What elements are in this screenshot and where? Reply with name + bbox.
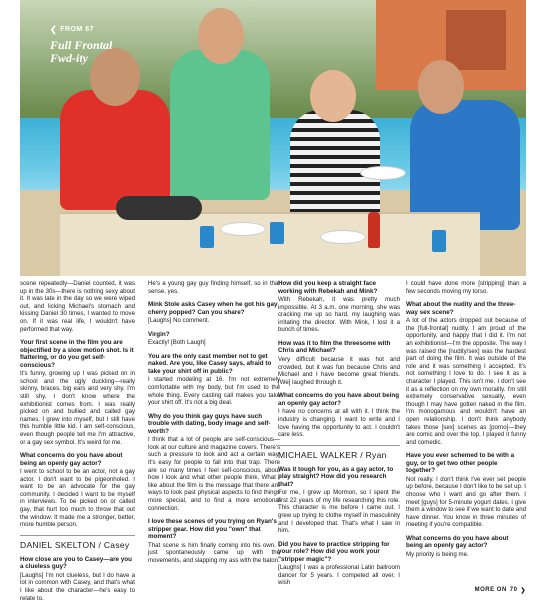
cup — [270, 222, 284, 244]
question: Why do you think gay guys have such trouble with dating, body image and self-worth? — [148, 412, 271, 435]
text-column-2 — [148, 280, 280, 570]
article-title — [50, 39, 112, 65]
man-green-shirt — [170, 50, 270, 200]
question: Was it tough for you, as a gay actor, to play straight? How did you research that? — [278, 465, 394, 488]
feature-photo — [20, 0, 526, 276]
more-on-page: 70 — [509, 587, 518, 593]
paragraph: He's a young gay guy finding himself, so in that sense, yes. — [148, 280, 280, 295]
answer: A lot of the actors dropped out because of the [full-frontal] nudity. I am proud of the opportunity, and happy that I did it. I'm not an exhibitionist—I'm the opposite. The way I was raised the [nudity/sex] was the hardest part of doing the film. It was outside of the role and it was something I accepted. It's not something I love to do. I see it as a character I played. This isn't me. I don't see it as a reflection on my own morality. I'm still extremely conservative sexually, even though I may have gotten naked in the film. I'm monogamous and wouldn't have an open relationship. I don't think anybody takes those [sex] scenes as [porno]—they are comic and over the top. I played it funny and comedic. — [406, 317, 526, 446]
question: What concerns do you have about being an openly gay actor? — [406, 534, 509, 550]
question: Have you ever schemed to be with a guy, or to get two other people together? — [406, 452, 515, 475]
answer: [Laughs] I'm not clueless, but I do have a lot in common with Casey, and that's what I like about the character—he's easy to relate to. — [20, 571, 135, 602]
question: What about the nudity and the three-way sex scene? — [406, 301, 516, 316]
answer: With Rebekah, it was pretty much impossible. At 3 a.m. one morning, she was cracking me up so hard, my laughing was irritating the director. With Mink, I lost it a bunch of times. — [278, 296, 400, 334]
answer: That scene is him finally coming into his own. I just spontaneously came up with the movements, and slapping my ass with the baton. — [148, 541, 280, 564]
answer: [Laughs] No comment. — [148, 317, 210, 325]
text-column-3 — [278, 280, 400, 593]
question: Your first scene in the film you are objectified by a slow motion shot. Is it flattering, or do you get self-conscious? — [20, 339, 134, 369]
paragraph: scene repeatedly—Daniel counted, it was up in the 30s—there is nothing sexy about it. It was late in the day so we were wiped out, and licking Michael's stomach and kissing Daniel 30 times, I wanted to move on. If it was real life, I wouldn't have performed that way. — [20, 280, 135, 333]
text-column-4 — [406, 280, 526, 565]
section-role: / Ryan — [360, 449, 387, 460]
answer: I started modeling at 16. I'm not extremely comfortable with my body, but I'm used to the whole thing. Every casting call makes you take your shirt off. It's not a big deal. — [148, 376, 280, 407]
question: What concerns do you have about being an openly gay actor? — [278, 392, 400, 407]
article-title-line1: Full Frontal — [50, 38, 113, 52]
more-on-text: MORE ON — [474, 587, 507, 593]
answer: I have no concerns at all with it. I think the industry is changing. I want to write and I love having the opportunity to act. I couldn't care less. — [278, 408, 400, 439]
question: You are the only cast member not to get naked. Are you, like Casey says, afraid to take your shirt off in public? — [148, 352, 272, 375]
answer: I went to school to be an actor, not a gay actor. I don't want to be pigeonholed. I want to be an advocate for the gay community. I decided I want to be myself in interviews. To be picked on or called gay, that hurt too much to throw that out the window. It made me a stronger, better, more humble person. — [20, 468, 135, 529]
question: How did you keep a straight face working with Rebekah and Mink? — [278, 280, 378, 295]
answer: For me, I grew up Mormon, so I spent the first 22 years of my life researching this role. This character is me before I came out. I grew up trying to clothe myself in masculinity and I developed that. That's what I saw in him. — [278, 489, 400, 535]
answer: It's funny, growing up I was picked on in school and the ugly duckling—really skinny, braces, big ears and very shy. I'm still shy. I don't know where the exhibitionist comes from. I was really picked on and bullied and called gay names. I grew into myself, but I still have this humble little kid. I am self-conscious, even though people tell me I'm attractive, or a gay sex symbol. It's weird for me. — [20, 370, 135, 446]
man-striped-shirt-head — [310, 70, 356, 122]
article-badge — [50, 25, 112, 65]
window — [446, 10, 506, 70]
answer: Not really. I don't think I've ever set people up before, because I don't like to be set up. I choose who I want and go after them. I meet [guys] for 5-minute yogurt dates. I give them a window to see if we want to date and have dinner. You know in three minutes of meeting if you're compatible. — [406, 475, 526, 529]
man-green-shirt-head — [198, 8, 244, 64]
section-heading — [278, 445, 400, 461]
cup — [432, 230, 446, 252]
section-name: MICHAEL WALKER — [278, 449, 358, 460]
grill — [116, 196, 202, 220]
man-blue-shirt-head — [418, 60, 464, 114]
plate — [360, 166, 406, 180]
question: What concerns do you have about being an openly gay actor? — [20, 452, 123, 467]
chevron-right-icon: ❯ — [520, 588, 526, 594]
man-striped-shirt — [290, 110, 380, 220]
from-page-label — [50, 25, 112, 34]
section-heading — [20, 535, 135, 551]
section-name: DANIEL SKELTON — [20, 539, 96, 550]
plate — [320, 230, 366, 244]
question: I love these scenes of you trying on Ryan's stripper gear. How did you "own" that moment? — [148, 518, 277, 541]
question: Did you have to practice stripping for your role? How did you work your "stripper magic"? — [278, 540, 390, 563]
article-title-line2: Fwd-ity — [50, 51, 88, 65]
man-red-shirt — [60, 90, 170, 210]
continued-on-label — [475, 587, 526, 594]
plate — [220, 222, 266, 236]
question: Virgin? — [148, 330, 170, 338]
question: How was it to film the threesome with Chris and Michael? — [278, 339, 391, 355]
section-role: / Casey — [98, 539, 130, 550]
text-column-1 — [20, 280, 135, 604]
answer: Very difficult because it was hot and crowded, but it was fun because Chris and Michael and I have become great friends. [We] laughed through it. — [278, 355, 400, 386]
man-blue-shirt — [410, 100, 520, 230]
cup — [200, 226, 214, 248]
paragraph: I could have done more [stripping] than a few seconds moving my torso. — [406, 280, 526, 295]
ketchup-bottle — [368, 212, 380, 248]
question: How close are you to Casey—are you a clueless guy? — [20, 555, 132, 571]
answer: I think that a lot of people are self-conscious—look at our culture and magazine covers. There's such a pressure to look and act a certain way. It's easy for people to fall into that trap. There are so many times I feel self-conscious, about how I look and what other people think. What I like about the film is the message that there are ways to look past physical aspects to find things more special, and to find a more emotional connection. — [148, 436, 280, 512]
chevron-left-icon: ❮ — [50, 25, 58, 34]
answer: Exactly! [Both Laugh] — [148, 339, 206, 347]
question: Mink Stole asks Casey when he got his gay cherry popped? Can you share? — [148, 301, 278, 316]
from-page-text: FROM 67 — [60, 26, 95, 33]
answer: My priority is being me. — [406, 550, 469, 558]
answer: [Laughs] I was a professional Latin ballroom dancer for 5 years. I competed all over. I wish — [278, 564, 400, 587]
